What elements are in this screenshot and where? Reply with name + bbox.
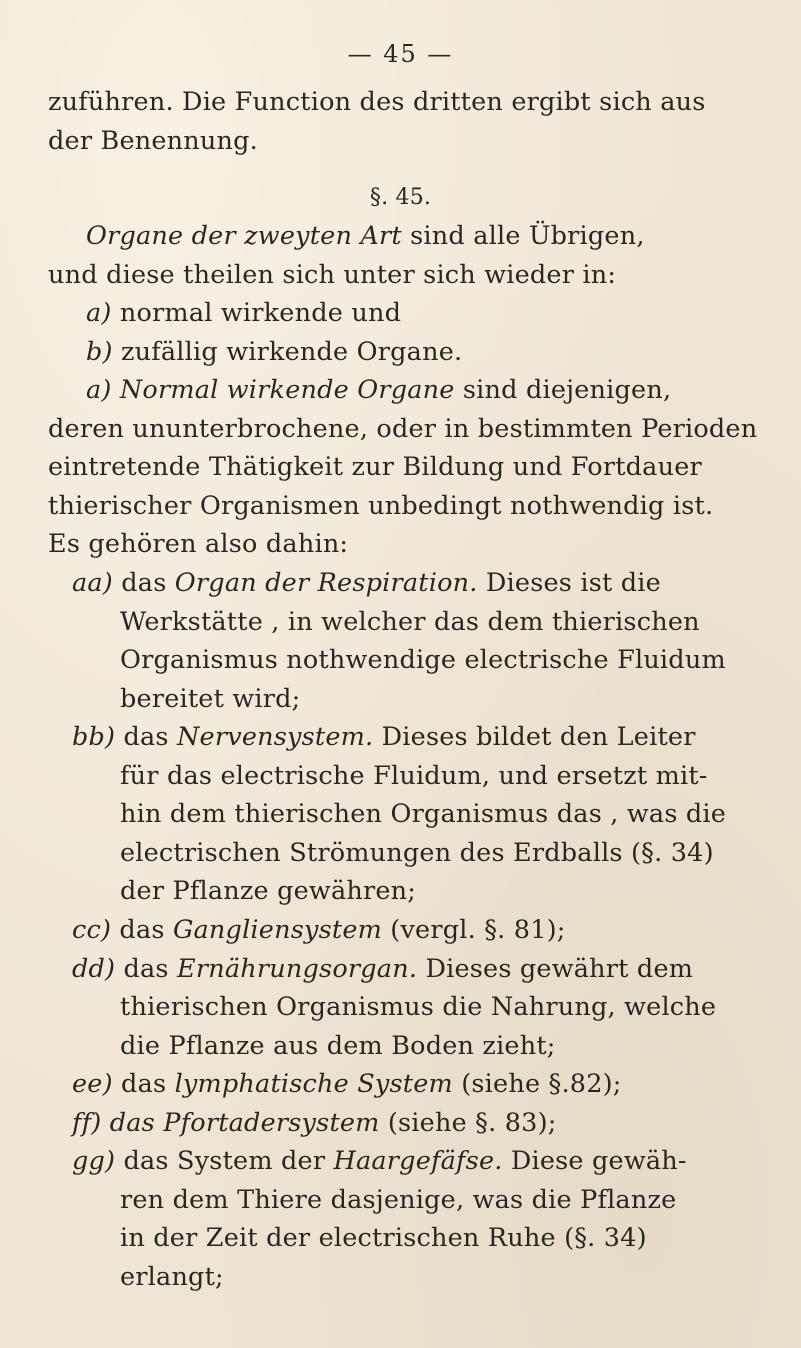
- text-line: Es gehören also dahin:: [48, 529, 349, 559]
- text-line: Organe der zweyten Art sind alle Übrigen,: [86, 221, 645, 251]
- text-line: zuführen. Die Function des dritten ergibt sich aus: [48, 87, 706, 117]
- text-line: thierischen Organismus die Nahrung, welche: [120, 992, 717, 1022]
- list-item: bb) das Nervensystem. Dieses bildet den Leiter: [72, 722, 696, 752]
- list-item: cc) das Gangliensystem (vergl. §. 81);: [72, 915, 566, 945]
- list-item: gg) das System der Haargefäfse. Diese gewäh-: [72, 1146, 687, 1176]
- text-line: in der Zeit der electrischen Ruhe (§. 34): [120, 1223, 647, 1253]
- text-line: hin dem thierischen Organismus das , was die: [120, 799, 727, 829]
- list-item: b) zufällig wirkende Organe.: [86, 337, 463, 367]
- text-line: der Benennung.: [48, 126, 258, 156]
- text-line: Werkstätte , in welcher das dem thierischen: [120, 607, 700, 637]
- text-line: deren ununterbrochene, oder in bestimmten Perioden: [48, 414, 758, 444]
- list-item: ee) das lymphatische System (siehe §.82);: [72, 1069, 622, 1099]
- section-heading: §. 45.: [369, 185, 432, 210]
- text-line: electrischen Strömungen des Erdballs (§. 34): [120, 838, 714, 868]
- text-line: Organismus nothwendige electrische Fluidum: [120, 645, 726, 675]
- list-item: ff) das Pfortadersystem (siehe §. 83);: [72, 1108, 557, 1138]
- list-item: aa) das Organ der Respiration. Dieses ist die: [72, 568, 661, 598]
- text-line: thierischer Organismen unbedingt nothwendig ist.: [48, 491, 714, 521]
- text-line: für das electrische Fluidum, und ersetzt mit-: [120, 761, 708, 791]
- text-line: erlangt;: [120, 1262, 224, 1292]
- list-item: dd) das Ernährungsorgan. Dieses gewährt dem: [72, 954, 694, 984]
- text-line: eintretende Thätigkeit zur Bildung und Fortdauer: [48, 452, 702, 482]
- text-line: ren dem Thiere dasjenige, was die Pflanze: [120, 1185, 677, 1215]
- text-line: bereitet wird;: [120, 684, 301, 714]
- text-line: der Pflanze gewähren;: [120, 876, 417, 906]
- text-line: a) Normal wirkende Organe sind diejenigen,: [86, 375, 672, 405]
- text-line: die Pflanze aus dem Boden zieht;: [120, 1031, 556, 1061]
- list-item: a) normal wirkende und: [86, 298, 402, 328]
- text-line: und diese theilen sich unter sich wieder in:: [48, 260, 617, 290]
- page-number: — 45 —: [347, 40, 454, 68]
